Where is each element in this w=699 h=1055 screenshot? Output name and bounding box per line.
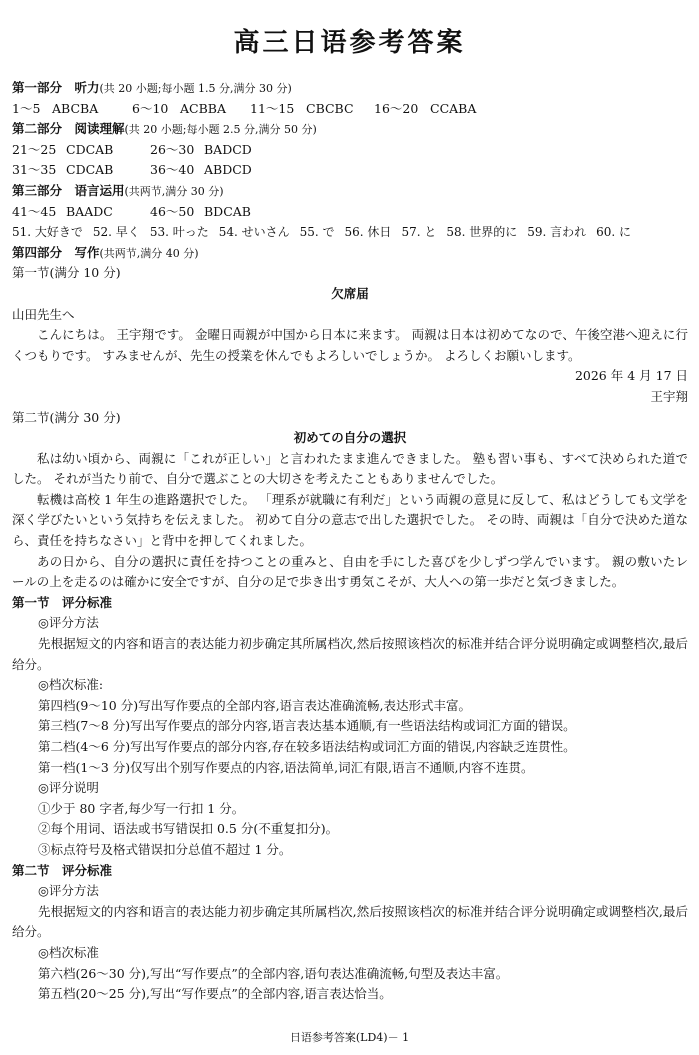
part4-heading: 第四部分 写作 bbox=[12, 244, 100, 260]
criteria2-level: 第五档(20～25 分),写出“写作要点”的全部内容,语言表达恰当。 bbox=[38, 986, 392, 1002]
answer-letters: BDCAB bbox=[204, 203, 251, 219]
answer-letters: BADCD bbox=[204, 141, 252, 157]
criteria1-level: 第三档(7～8 分)写出写作要点的部分内容,语言表达基本通顺,有一些语法结构或词汇方面的错误。 bbox=[38, 718, 576, 734]
part2-heading: 第二部分 阅读理解 bbox=[12, 121, 125, 137]
answer-letters: ACBBA bbox=[180, 100, 226, 116]
letter-body: こんにちは。 王宇翔です。 金曜日両親が中国から日本に来ます。 両親は日本は初めてなので、午後空港へ迎えに行くつもりです。 すみませんが、先生の授業を休んでもよろしいでしょうか。 よろしくお願いします。 bbox=[12, 327, 688, 363]
criteria2-level: 第六档(26～30 分),写出“写作要点”的全部内容,语句表达准确流畅,句型及表达丰富。 bbox=[38, 965, 509, 981]
fill-answer: 54. せいさん bbox=[218, 225, 290, 240]
part2-row2 bbox=[12, 160, 688, 181]
letter-title: 欠席届 bbox=[331, 285, 369, 301]
part2-row1 bbox=[12, 140, 688, 161]
criteria2-heading: 第二节 评分标准 bbox=[12, 862, 113, 878]
fill-answer: 56. 休日 bbox=[344, 225, 392, 240]
section1-label: 第一节(满分 10 分) bbox=[12, 265, 121, 281]
part1-note: (共 20 小题;每小题 1.5 分,满分 30 分) bbox=[99, 82, 292, 95]
answer-letters: ABCBA bbox=[52, 100, 99, 116]
answer-range: 16～20 bbox=[374, 100, 419, 116]
part1-heading: 第一部分 听力 bbox=[12, 80, 100, 95]
page-footer: 日语参考答案(LD4)－ 1 bbox=[289, 1031, 410, 1044]
part3-note: (共两节,满分 30 分) bbox=[124, 184, 224, 198]
answer-letters: BAADC bbox=[66, 203, 113, 219]
criteria2-levels-label: ◎档次标准 bbox=[38, 944, 99, 960]
answer-range: 26～30 bbox=[150, 141, 195, 157]
criteria1-level: 第四档(9～10 分)写出写作要点的全部内容,语言表达准确流畅,表达形式丰富。 bbox=[38, 697, 472, 713]
fill-answer: 55. で bbox=[299, 225, 335, 240]
answer-letters: CDCAB bbox=[66, 162, 114, 178]
criteria2-method-label: ◎评分方法 bbox=[38, 883, 99, 899]
answer-range: 46～50 bbox=[150, 203, 195, 219]
fill-answer: 60. に bbox=[596, 225, 632, 240]
criteria2-method: 先根据短文的内容和语言的表达能力初步确定其所属档次,然后按照该档次的标准并结合评分说明确定或调整档次,最后给分。 bbox=[12, 903, 688, 940]
criteria1-notes-label: ◎评分说明 bbox=[38, 780, 99, 796]
criteria1-heading: 第一节 评分标准 bbox=[12, 594, 113, 610]
part1-header bbox=[12, 78, 688, 99]
criteria1-method-label: ◎评分方法 bbox=[38, 615, 99, 631]
fill-answer: 58. 世界的に bbox=[446, 225, 518, 240]
answer-range: 41～45 bbox=[12, 203, 57, 219]
letter-signature: 王宇翔 bbox=[650, 388, 688, 404]
essay-title: 初めての自分の選択 bbox=[293, 430, 407, 446]
essay-paragraph: あの日から、自分の選択に責任を持つことの重みと、自由を手にした喜びを少しずつ学んでいます。 親の敷いたレールの上を走るのは確かに安全ですが、自分の足で歩き出す勇気こそが、大人への第一歩だと気づきました。 bbox=[12, 553, 688, 590]
part3-row1 bbox=[12, 202, 688, 223]
answer-letters: CDCAB bbox=[66, 141, 114, 157]
answer-range: 11～15 bbox=[250, 100, 295, 116]
fill-answer: 57. と bbox=[401, 225, 437, 240]
criteria1-level: 第一档(1～3 分)仅写出个别写作要点的内容,语法简单,词汇有限,语言不通顺,内容不连贯。 bbox=[38, 759, 534, 775]
letter-recipient: 山田先生へ bbox=[12, 306, 75, 322]
part4-header bbox=[12, 243, 688, 264]
answer-letters: CBCBC bbox=[306, 100, 354, 116]
part3-header bbox=[12, 181, 688, 202]
part2-note: (共 20 小题;每小题 2.5 分,满分 50 分) bbox=[124, 123, 317, 137]
section2-label: 第二节(满分 30 分) bbox=[12, 409, 121, 425]
answer-range: 1～5 bbox=[12, 100, 41, 116]
answer-content bbox=[12, 78, 688, 1005]
criteria1-level: 第二档(4～6 分)写出写作要点的部分内容,存在较多语法结构或词汇方面的错误,内容缺乏连贯性。 bbox=[38, 739, 576, 754]
answer-range: 36～40 bbox=[150, 162, 195, 178]
fill-answer: 59. 言われ bbox=[527, 225, 587, 240]
essay-paragraph: 転機は高校 1 年生の進路選択でした。 「理系が就職に有利だ」という両親の意見に反して、私はどうしても文学を深く学びたいという気持ちを伝えました。 初めて自分の意志で出した選択でした。 その時、両親は「自分で決めた道なら、責任を持ちなさい」と背中を押してくれました。 bbox=[12, 491, 688, 549]
fill-answer: 53. 叶った bbox=[149, 225, 209, 240]
part1-answers bbox=[12, 99, 688, 120]
part2-header bbox=[12, 119, 688, 140]
criteria1-note: ②每个用词、语法或书写错误扣 0.5 分(不重复扣分)。 bbox=[38, 821, 339, 837]
criteria1-method: 先根据短文的内容和语言的表达能力初步确定其所属档次,然后按照该档次的标准并结合评分说明确定或调整档次,最后给分。 bbox=[12, 636, 688, 672]
fill-answer: 51. 大好きで bbox=[12, 225, 83, 240]
fill-answer: 52. 早く bbox=[92, 225, 140, 240]
part3-heading: 第三部分 语言运用 bbox=[12, 182, 125, 198]
criteria1-levels-label: ◎档次标准: bbox=[38, 677, 104, 693]
answer-letters: CCABA bbox=[430, 100, 477, 116]
criteria1-note: ③标点符号及格式错误扣分总值不超过 1 分。 bbox=[38, 841, 292, 857]
answer-range: 21～25 bbox=[12, 141, 57, 157]
answer-letters: ABDCD bbox=[204, 162, 252, 178]
part4-note: (共两节,满分 40 分) bbox=[99, 246, 199, 260]
essay-paragraph: 私は幼い頃から、両親に「これが正しい」と言われたまま進んできました。 塾も習い事も、すべて決められた道でした。 それが当たり前で、自分で選ぶことの大切さを考えたこともありませんでした。 bbox=[12, 450, 688, 487]
criteria1-note: ①少于 80 字者,每少写一行扣 1 分。 bbox=[38, 800, 245, 816]
part3-fill-answers bbox=[12, 222, 688, 243]
answer-range: 6～10 bbox=[132, 100, 169, 116]
page-title: 高三日语参考答案 bbox=[233, 28, 466, 58]
answer-range: 31～35 bbox=[12, 162, 57, 178]
letter-date: 2026 年 4 月 17 日 bbox=[574, 368, 688, 384]
